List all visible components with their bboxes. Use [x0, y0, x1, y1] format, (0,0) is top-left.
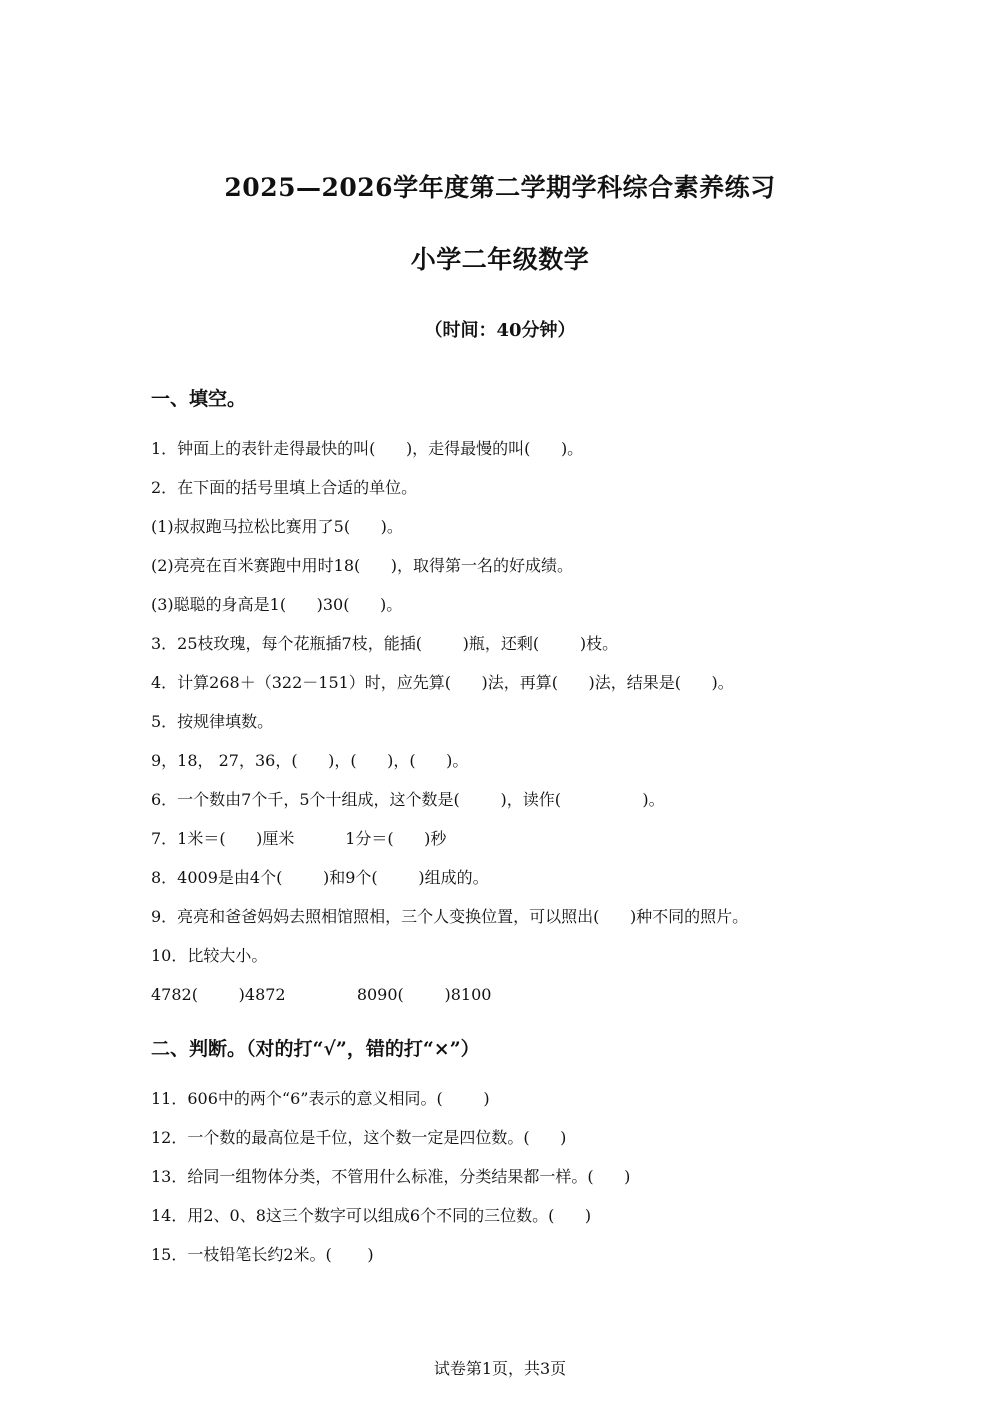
question-line: 14．用2、0、8这三个数字可以组成6个不同的三位数。( ) — [151, 1206, 592, 1225]
question-line: 1．钟面上的表针走得最快的叫( )，走得最慢的叫( )。 — [151, 439, 584, 458]
question-line: 6．一个数由7个千，5个十组成，这个数是( )，读作( )。 — [151, 790, 665, 809]
question-line: 4．计算268＋（322－151）时，应先算( )法，再算( )法，结果是( )。 — [151, 673, 734, 692]
question-line: 2．在下面的括号里填上合适的单位。 — [151, 478, 418, 497]
exam-title: 2025—2026学年度第二学期学科综合素养练习 — [224, 173, 776, 202]
section-heading-fill-blank: 一、填空。 — [151, 388, 247, 410]
question-line: 4782( )4872 8090( )8100 — [151, 985, 492, 1004]
question-line: 12．一个数的最高位是千位，这个数一定是四位数。( ) — [151, 1128, 567, 1147]
question-line: (2)亮亮在百米赛跑中用时18( )，取得第一名的好成绩。 — [151, 556, 574, 575]
question-line: 3．25枝玫瑰，每个花瓶插7枝，能插( )瓶，还剩( )枝。 — [151, 634, 619, 653]
question-line: 10．比较大小。 — [151, 946, 268, 965]
question-line: 15．一枝铅笔长约2米。( ) — [151, 1245, 374, 1264]
question-line: 11．606中的两个“6”表示的意义相同。( ) — [151, 1089, 490, 1108]
question-line: 9，18， 27，36，( )，( )，( )。 — [151, 751, 469, 770]
question-line: 5．按规律填数。 — [151, 712, 274, 731]
question-line: (1)叔叔跑马拉松比赛用了5( )。 — [151, 517, 403, 536]
question-line: 8．4009是由4个( )和9个( )组成的。 — [151, 868, 489, 887]
question-line: (3)聪聪的身高是1( )30( )。 — [151, 595, 403, 614]
time-limit-note: （时间：40分钟） — [424, 320, 576, 341]
question-line: 7．1米＝( )厘米 1分＝( )秒 — [151, 829, 447, 848]
question-line: 9．亮亮和爸爸妈妈去照相馆照相，三个人变换位置，可以照出( )种不同的照片。 — [151, 907, 749, 926]
page-number-footer: 试卷第1页，共3页 — [433, 1359, 567, 1378]
exam-subtitle: 小学二年级数学 — [410, 245, 590, 274]
section-heading-true-false: 二、判断。（对的打“√”，错的打“×”） — [151, 1038, 480, 1060]
question-line: 13．给同一组物体分类，不管用什么标准，分类结果都一样。( ) — [151, 1167, 631, 1186]
